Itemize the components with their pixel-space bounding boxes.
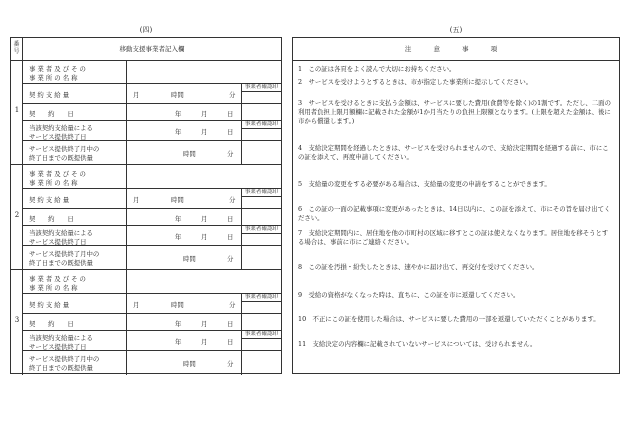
confirm-stamp-label: 事業者確認印	[242, 294, 281, 302]
entry-number: 2	[14, 211, 20, 219]
entry-block	[11, 165, 281, 270]
provided-amount-label	[23, 246, 127, 270]
unit-day: 日	[227, 110, 234, 118]
end-date-label	[23, 121, 127, 140]
unit-month: 月	[201, 233, 208, 241]
label-line: 当該契約支給量による	[29, 124, 93, 132]
unit-month: 月	[133, 301, 140, 309]
unit-minutes: 分	[227, 255, 234, 263]
end-date-label	[23, 226, 127, 245]
entry-block	[11, 60, 281, 165]
confirm-stamp-label: 事業者確認印	[242, 84, 281, 92]
confirm-stamp-label: 事業者確認印	[242, 331, 281, 339]
label-line: 事 業 者 及 び そ の	[29, 65, 86, 73]
unit-year: 年	[175, 128, 182, 136]
note-item: 10 不正にこの証を使用した場合は、サービスに要した費用の一部を返還していただくことがあります。	[298, 315, 600, 323]
business-name-row	[23, 165, 281, 189]
unit-day: 日	[227, 215, 234, 223]
label-line: 契 約 日	[29, 320, 74, 328]
business-name-field[interactable]	[127, 165, 281, 188]
entry-number-cell	[11, 165, 23, 269]
entry-number-cell	[11, 270, 23, 375]
label-line: 契 約 日	[29, 110, 74, 118]
provided-amount-field[interactable]	[127, 351, 241, 375]
unit-year: 年	[175, 338, 182, 346]
label-line: サービス提供終了日	[29, 133, 87, 141]
unit-month: 月	[201, 128, 208, 136]
provided-amount-label	[23, 141, 127, 165]
unit-hours: 時間	[171, 301, 184, 309]
unit-month: 月	[201, 338, 208, 346]
unit-month: 月	[201, 215, 208, 223]
provided-amount-label	[23, 351, 127, 375]
contract-amount-label	[23, 189, 127, 208]
note-item: 9 受給の資格がなくなった時は、直ちに、この証を市に返還してください。	[298, 291, 520, 299]
label-line: サービス提供終了日	[29, 343, 87, 351]
unit-year: 年	[175, 320, 182, 328]
note-item: 4 支給決定期間を経過したときは、サービスを受けられませんので、支給決定期間を経過する前に、市にこの証を添えて、再度申請してください。	[298, 144, 609, 161]
end-date-row	[23, 331, 281, 351]
label-line: 当該契約支給量による	[29, 229, 93, 237]
header-title: 移動支援事業者記入欄	[119, 45, 185, 53]
end-date-row	[23, 121, 281, 141]
business-name-field[interactable]	[127, 270, 281, 293]
label-line: 終了日までの既提供量	[29, 364, 93, 372]
label-line: 事 業 者 及 び そ の	[29, 170, 86, 178]
confirm-stamp-label: 事業者確認印	[242, 189, 281, 197]
provider-entry-table	[10, 37, 282, 374]
table-header	[11, 38, 281, 61]
label-line: サービス提供終了月中の	[29, 145, 100, 153]
unit-month: 月	[133, 91, 140, 99]
label-line: 終了日までの既提供量	[29, 259, 93, 267]
end-date-label	[23, 331, 127, 350]
end-date-field[interactable]	[127, 331, 241, 350]
confirm-stamp-label: 事業者確認印	[242, 121, 281, 129]
label-line: サービス提供終了月中の	[29, 355, 100, 363]
unit-hours: 時間	[171, 196, 184, 204]
confirm-stamp-cell[interactable]	[241, 246, 281, 270]
confirm-stamp-cell[interactable]	[241, 121, 281, 140]
unit-minutes: 分	[229, 91, 236, 99]
unit-month: 月	[133, 196, 140, 204]
contract-date-row	[23, 104, 281, 121]
unit-day: 日	[227, 233, 234, 241]
note-item: 8 この証を汚損・紛失したときは、速やかに届け出て、再交付を受けてください。	[298, 263, 539, 271]
header-number: 番号	[11, 38, 23, 60]
unit-hours: 時間	[183, 255, 196, 263]
label-line: 事 業 所 の 名 称	[29, 179, 78, 187]
unit-year: 年	[175, 110, 182, 118]
label-line: 契 約 支 給 量	[29, 91, 70, 99]
label-line: 契 約 支 給 量	[29, 301, 70, 309]
confirm-stamp-label: 事業者確認印	[242, 226, 281, 234]
label-line: 契 約 支 給 量	[29, 196, 70, 204]
contract-date-label	[23, 209, 127, 225]
contract-amount-field[interactable]	[127, 84, 241, 103]
unit-year: 年	[175, 233, 182, 241]
unit-year: 年	[175, 215, 182, 223]
unit-minutes: 分	[227, 360, 234, 368]
contract-amount-label	[23, 84, 127, 103]
contract-date-field[interactable]	[127, 104, 241, 120]
entry-block	[11, 270, 281, 375]
business-name-row	[23, 270, 281, 294]
contract-amount-row	[23, 294, 281, 314]
business-name-field[interactable]	[127, 60, 281, 83]
notes-header: 注 意 事 項	[293, 38, 619, 61]
provided-amount-row	[23, 141, 281, 165]
contract-amount-row	[23, 189, 281, 209]
contract-date-field[interactable]	[127, 209, 241, 225]
contract-date-label	[23, 314, 127, 330]
unit-hours: 時間	[183, 150, 196, 158]
contract-amount-label	[23, 294, 127, 313]
business-name-label	[23, 270, 127, 293]
contract-amount-row	[23, 84, 281, 104]
unit-month: 月	[201, 320, 208, 328]
contract-date-row	[23, 314, 281, 331]
note-item: 6 この証の一面の記載事項に変更があったときは、14日以内に、この証を添えて、市にその旨を届け出てください。	[298, 205, 611, 222]
provided-amount-row	[23, 351, 281, 375]
contract-amount-field[interactable]	[127, 189, 241, 208]
provided-amount-row	[23, 246, 281, 270]
provided-amount-field[interactable]	[127, 141, 241, 165]
unit-minutes: 分	[229, 301, 236, 309]
notes-panel	[292, 37, 620, 374]
left-panel-title: (四)	[139, 26, 153, 34]
right-panel-title: (五)	[449, 26, 463, 34]
unit-minutes: 分	[229, 196, 236, 204]
note-item: 7 支給決定期間内に、居住地を他の市町村の区域に移すとこの証は使えなくなります。居住地を移そうとする場合は、事前に市にご連絡ください。	[298, 229, 609, 246]
confirm-stamp-cell[interactable]	[241, 141, 281, 165]
unit-day: 日	[227, 320, 234, 328]
end-date-field[interactable]	[127, 226, 241, 245]
business-name-row	[23, 60, 281, 84]
entry-number: 3	[14, 316, 20, 324]
label-line: 当該契約支給量による	[29, 334, 93, 342]
entry-number-cell	[11, 60, 23, 164]
label-line: 終了日までの既提供量	[29, 154, 93, 162]
business-name-label	[23, 60, 127, 83]
note-item: 2 サービスを受けようとするときは、市が指定した事業所に提示してください。	[298, 78, 533, 86]
business-name-label	[23, 165, 127, 188]
unit-minutes: 分	[227, 150, 234, 158]
unit-month: 月	[201, 110, 208, 118]
entry-number: 1	[14, 106, 20, 114]
unit-hours: 時間	[183, 360, 196, 368]
contract-date-field[interactable]	[127, 314, 241, 330]
confirm-stamp-cell[interactable]	[241, 351, 281, 375]
label-line: サービス提供終了日	[29, 238, 87, 246]
confirm-stamp-cell[interactable]	[241, 331, 281, 350]
label-line: 事 業 者 及 び そ の	[29, 275, 86, 283]
unit-hours: 時間	[171, 91, 184, 99]
contract-amount-field[interactable]	[127, 294, 241, 313]
contract-date-row	[23, 209, 281, 226]
unit-day: 日	[227, 338, 234, 346]
note-item: 11 支給決定の内容欄に記載されていないサービスについては、受けられません。	[298, 340, 537, 348]
label-line: 契 約 日	[29, 215, 74, 223]
note-item: 5 支給量の変更をする必要がある場合は、支給量の変更の申請をすることができます。	[298, 180, 551, 188]
note-item: 3 サービスを受けるときに支払う金額は、サービスに要した費用(食費等を除く)の1割です。ただし、二面の利用者負担上限月額欄に記載された金額が1か月当たりの負担上限額となります。(上限を超えた金額は、後に市から償還します。)	[298, 99, 611, 125]
end-date-field[interactable]	[127, 121, 241, 140]
note-item: 1 この証は各頁をよく読んで大切にお持ちください。	[298, 65, 456, 73]
label-line: 事 業 所 の 名 称	[29, 284, 78, 292]
provided-amount-field[interactable]	[127, 246, 241, 270]
contract-date-label	[23, 104, 127, 120]
label-line: サービス提供終了月中の	[29, 250, 100, 258]
unit-day: 日	[227, 128, 234, 136]
end-date-row	[23, 226, 281, 246]
label-line: 事 業 所 の 名 称	[29, 74, 78, 82]
confirm-stamp-cell[interactable]	[241, 226, 281, 245]
